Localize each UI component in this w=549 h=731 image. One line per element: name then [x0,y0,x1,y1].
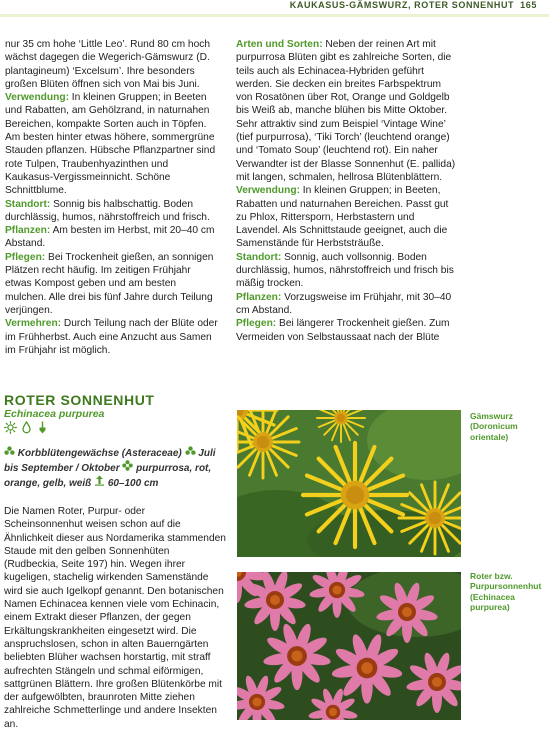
sun-icon [4,421,17,434]
verwendung-label: Verwendung: [5,92,69,104]
pflanzen-paragraph [5,224,219,251]
right-column [236,38,456,344]
pflegen-label: Pflegen: [5,251,46,263]
verwendung-text: In kleinen Gruppen; in Beeten und Rabatten, am Gehölzrand, in naturnahen Bereichen, kompakte Sorten auch in Töpfen. Am besten hinter etwas höhere, sommergrüne Stauden pflanzen. Hübsche Pflanzpartner sind rote Tulpen, Traubenhyazinthen und Kaukasus-Vergissmeinnicht. Schöne Schnittblume. [5,92,216,197]
pflanzen-label-right: Pflanzen: [236,291,282,303]
vermehren-text: Durch Teilung nach der Blüte oder im Frühherbst. Auch eine Anzucht aus Samen im Frühjahr ist möglich. [5,318,218,356]
pflanzen-text-right: Vorzugsweise im Frühjahr, mit 30–40 cm Abstand. [236,291,452,316]
left-column [5,38,219,357]
bloom-time-text: Juli bis September / Oktober [4,448,216,475]
family-text: Korbblütengewächse (Asteraceae) [17,448,182,459]
arten-text: Neben der reinen Art mit purpurrosa Blüten gibt es zahlreiche Sorten, die teils auch als Echinacea-Hybriden geführt werden. Sie decken ein breites Farbspektrum von Rosatönen über Rot, Orange und Goldgelb bis Weiß ab, manche blühen bis Mitte Oktober. Sehr attraktiv sind zum Beispiel ‘Vintage Wine’ (tief purpurrosa), ‘Tiki Torch’ (leuchtend orange) und ‘Tomato Soup’ (leuchtend rot). Ein naher Verwandter ist der Blasse Sonnenhut (E. pallida) mit langen, schmalen, hellrosa Blütenblättern. [236,39,456,183]
standort-label-right: Standort: [236,251,282,263]
photo-doronicum [237,410,461,557]
family-icon [4,448,15,459]
shovel-icon [36,421,49,434]
standort-paragraph-right [236,251,456,291]
section-title: ROTER SONNENHUT [4,392,155,408]
height-icon [94,478,105,489]
standort-text-right: Sonnig, auch vollsonnig. Boden durchlässig, humos, nährstoffreich und frisch bis mäßig trocken. [236,251,454,290]
pflegen-text-right: Bei längerer Trockenheit gießen. Zum Vermeiden von Selbstaussaat nach der Blüte [236,318,450,343]
pflanzen-label: Pflanzen: [5,225,51,237]
pflegen-label-right: Pflegen: [236,318,277,330]
pflegen-paragraph-right [236,317,456,344]
vermehren-label: Vermehren: [5,318,62,330]
vermehren-paragraph [5,317,219,357]
care-symbols [4,421,49,434]
photo-echinacea [237,572,461,720]
header-band [0,14,549,17]
verwendung-text-right: In kleinen Gruppen; in Beeten, Rabatten und naturnahen Bereichen. Passt gut zu Phlox, Rittersporn, Herbstastern und Lavendel. Als Schnittstaude geeignet, auch die Samenstände für Herbststräuße. [236,185,449,250]
intro-paragraph [5,38,219,91]
standort-paragraph [5,198,219,225]
section-description: Die Namen Roter, Purpur- oder Scheinsonnenhut weisen schon auf die Ähnlichkeit dieser aus Nordamerika stammenden Staude mit den gelben Sonnenhüten (Rudbeckia, Seite 197) hin. Wegen ihrer kugeligen, stachelig wirkenden Samenstände wird sie auch Igelkopf genannt. Den botanischen Namen Echinacea kennen viele vom Echinacin, einem Extrakt dieser Pflanzen, der gegen Erkältungskrankheiten eingesetzt wird. Die anspruchslosen, schon in alten Bauerngärten beliebten Blüher wachsen horstartig, mit straff aufrechten Stängeln und schmal eiförmigen, sattgrünen Blättern. Ihre großen Blütenkörbe mit der aufgewölbten, braunroten Mitte ziehen zahlreiche Schmetterlinge und andere Insekten an. [4,506,226,730]
flower-color-icon [122,463,133,474]
flower-color-text: purpurrosa, rot, orange, gelb, weiß [4,463,212,490]
pflanzen-paragraph-right [236,291,456,318]
running-header [290,0,537,10]
running-header-title: KAUKASUS-GÄMSWURZ, ROTER SONNENHUT [289,0,515,10]
plant-facts [4,446,226,491]
pflanzen-text: Am besten im Herbst, mit 20–40 cm Abstand. [5,225,215,250]
pflegen-paragraph [5,251,219,317]
standort-text: Sonnig bis halbschattig. Boden durchlässig, humos, nährstoffreich und frisch. [5,198,210,223]
verwendung-paragraph-right [236,184,456,250]
section-latin-name: Echinacea purpurea [4,408,105,420]
standort-label: Standort: [5,198,51,210]
caption-echinacea: Roter bzw. Purpursonnenhut (Echinacea purpurea) [470,571,542,613]
water-drop-icon [20,421,33,434]
verwendung-label-right: Verwendung: [236,185,300,197]
arten-paragraph [236,38,456,184]
caption-doronicum: Gämswurz (Doronicum orientale) [470,411,518,442]
height-text: 60–100 cm [107,478,159,490]
verwendung-paragraph [5,91,219,197]
intro-text: nur 35 cm hohe ‘Little Leo’. Rund 80 cm hoch wächst dagegen die Wegerich-Gämswurz (D. plantagineum) ‘Excelsum’. Ihre besonders großen Blüten öffnen sich von Mai bis Juni. [5,39,211,90]
page-number: 165 [520,0,537,10]
pflegen-text: Bei Trockenheit gießen, an sonnigen Plätzen recht häufig. Im zeitigen Frühjahr etwas Kompost geben und am besten mulchen. Alle drei bis fünf Jahre durch Teilung verjüngen. [5,251,214,316]
arten-label: Arten und Sorten: [236,39,323,50]
bloom-time-icon [185,448,196,459]
